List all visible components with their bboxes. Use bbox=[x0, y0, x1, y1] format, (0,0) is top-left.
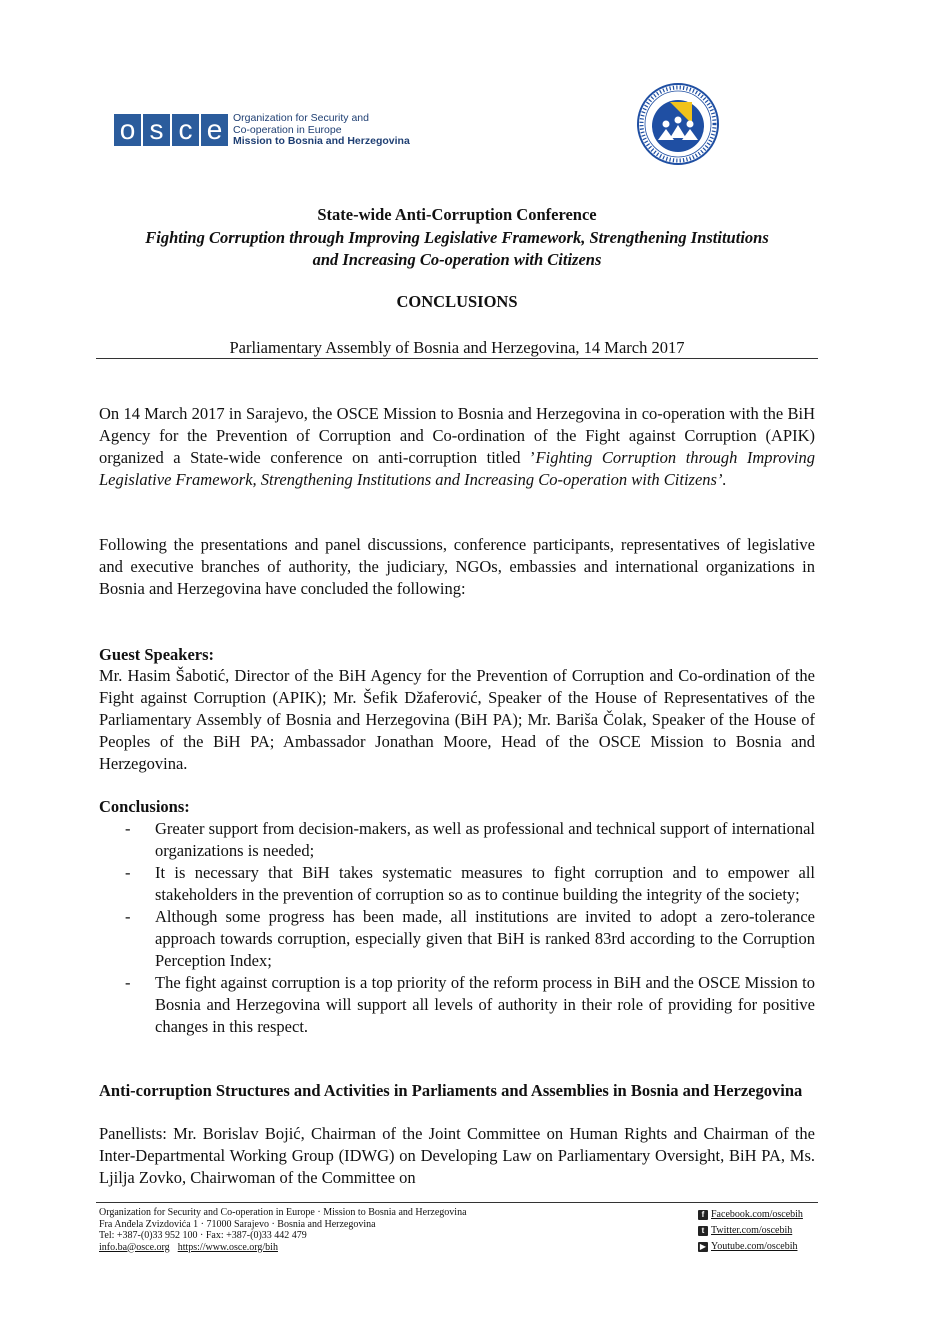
list-bullet: - bbox=[125, 863, 131, 882]
guest-speakers-text: Mr. Hasim Šabotić, Director of the BiH Agency for the Prevention of Corruption and Co-ordination of the Fight against Corruption (APIK); Mr. Šefik Džaferović, Speaker of the House of Representatives of the Parliamentary Assembly of Bosnia and Herzegovina (BiH PA); Mr. Bariša Čolak, Speaker of the House of Peoples of the BiH PA; Ambassador Jonathan Moore, Head of the OSCE Mission to Bosnia and Herzegovina. bbox=[99, 666, 815, 773]
osce-logo-line1: Organization for Security and bbox=[233, 112, 369, 124]
venue-date: Parliamentary Assembly of Bosnia and Herzegovina, 14 March 2017 bbox=[229, 338, 685, 357]
list-item bbox=[99, 906, 815, 972]
osce-letter-o: o bbox=[114, 114, 141, 146]
osce-logo-text bbox=[233, 113, 410, 148]
intro-paragraph bbox=[99, 403, 815, 491]
list-item-text: It is necessary that BiH takes systematic measures to fight corruption and to empower all stakeholders in the prevention of corruption so as to continue building the integrity of the society; bbox=[155, 863, 815, 904]
conclusions-list-heading: Conclusions: bbox=[99, 797, 190, 816]
twitter-icon: t bbox=[698, 1226, 708, 1236]
osce-letters bbox=[114, 114, 228, 146]
facebook-icon: f bbox=[698, 1210, 708, 1220]
list-bullet: - bbox=[125, 973, 131, 992]
osce-logo bbox=[114, 113, 410, 148]
osce-letter-e: e bbox=[201, 114, 228, 146]
list-item-text: Greater support from decision-makers, as well as professional and technical support of international organizations is needed; bbox=[155, 819, 815, 860]
list-item bbox=[99, 818, 815, 862]
youtube-link[interactable]: Youtube.com/oscebih bbox=[711, 1241, 798, 1252]
list-item bbox=[99, 972, 815, 1038]
osce-letter-c: c bbox=[172, 114, 199, 146]
list-bullet: - bbox=[125, 819, 131, 838]
footer-org-line: Organization for Security and Co-operation in Europe · Mission to Bosnia and Herzegovina bbox=[99, 1207, 467, 1218]
list-item-text: The fight against corruption is a top priority of the reform process in BiH and the OSCE Mission to Bosnia and Herzegovina will support all levels of authority in their role of providing for positive changes in this respect. bbox=[155, 973, 815, 1036]
osce-letter-s: s bbox=[143, 114, 170, 146]
facebook-link[interactable]: Facebook.com/oscebih bbox=[711, 1209, 803, 1220]
footer-address-line: Fra Anđela Zvizdovića 1 · 71000 Sarajevo · Bosnia and Herzegovina bbox=[99, 1218, 376, 1230]
list-item-text: Although some progress has been made, all institutions are invited to adopt a zero-tolerance approach towards corruption, especially given that BiH is ranked 83rd according to the Corruption Perception Index; bbox=[155, 907, 815, 970]
panellists-text: Panellists: Mr. Borislav Bojić, Chairman of the Joint Committee on Human Rights and Chairman of the Inter-Departmental Working Group (IDWG) on Developing Law on Parliamentary Oversight, BiH PA, Ms. Ljilja Zovko, Chairwoman of the Committee on bbox=[99, 1124, 815, 1187]
footer-phone-line: Tel: +387-(0)33 952 100 · Fax: +387-(0)33 442 479 bbox=[99, 1230, 307, 1241]
email-link[interactable]: info.ba@osce.org bbox=[99, 1241, 170, 1253]
facebook-row bbox=[698, 1207, 803, 1223]
footer-divider bbox=[96, 1202, 818, 1203]
subtitle-line-1: Fighting Corruption through Improving Legislative Framework, Strengthening Institutions bbox=[145, 228, 769, 247]
twitter-link[interactable]: Twitter.com/oscebih bbox=[711, 1225, 793, 1236]
header-divider bbox=[96, 358, 818, 359]
footer-social bbox=[698, 1207, 803, 1255]
intro-paragraph-text: On 14 March 2017 in Sarajevo, the OSCE Mission to Bosnia and Herzegovina in co-operation with the BiH Agency for the Prevention of Corruption and Co-ordination of the Fight against Corruption (APIK) organized a State-wide conference on anti-corruption titled ’ bbox=[99, 404, 815, 467]
bih-anti-corruption-agency-seal-icon bbox=[636, 82, 720, 166]
footer-links bbox=[99, 1242, 467, 1254]
conclusions-heading: CONCLUSIONS bbox=[396, 292, 518, 311]
footer-contact bbox=[99, 1207, 467, 1253]
conclusions-list bbox=[99, 818, 815, 1038]
list-bullet: - bbox=[125, 907, 131, 926]
website-link[interactable]: https://www.osce.org/bih bbox=[177, 1241, 278, 1253]
conference-title: State-wide Anti-Corruption Conference bbox=[317, 205, 597, 224]
guest-speakers-heading: Guest Speakers: bbox=[99, 645, 215, 664]
intro-paragraph-italic-title: Fighting Corruption through Improving Legislative Framework, Strengthening Institutions and Increasing Co-operation with Citizens’. bbox=[99, 448, 815, 489]
anti-corruption-structures-heading: Anti-corruption Structures and Activities in Parliaments and Assemblies in Bosnia and Herzegovina bbox=[99, 1081, 803, 1100]
subtitle-line-2: and Increasing Co-operation with Citizens bbox=[312, 250, 602, 269]
osce-logo-line3: Mission to Bosnia and Herzegovina bbox=[233, 135, 410, 147]
youtube-icon: ▶ bbox=[699, 1242, 707, 1251]
youtube-row bbox=[698, 1239, 803, 1255]
osce-logo-line2: Co-operation in Europe bbox=[233, 123, 342, 136]
list-item bbox=[99, 862, 815, 906]
conference-subtitle bbox=[96, 227, 818, 271]
twitter-row bbox=[698, 1223, 803, 1239]
following-paragraph: Following the presentations and panel discussions, conference participants, representatives of legislative and executive branches of authority, the judiciary, NGOs, embassies and international organizations in Bosnia and Herzegovina have concluded the following: bbox=[99, 535, 815, 598]
